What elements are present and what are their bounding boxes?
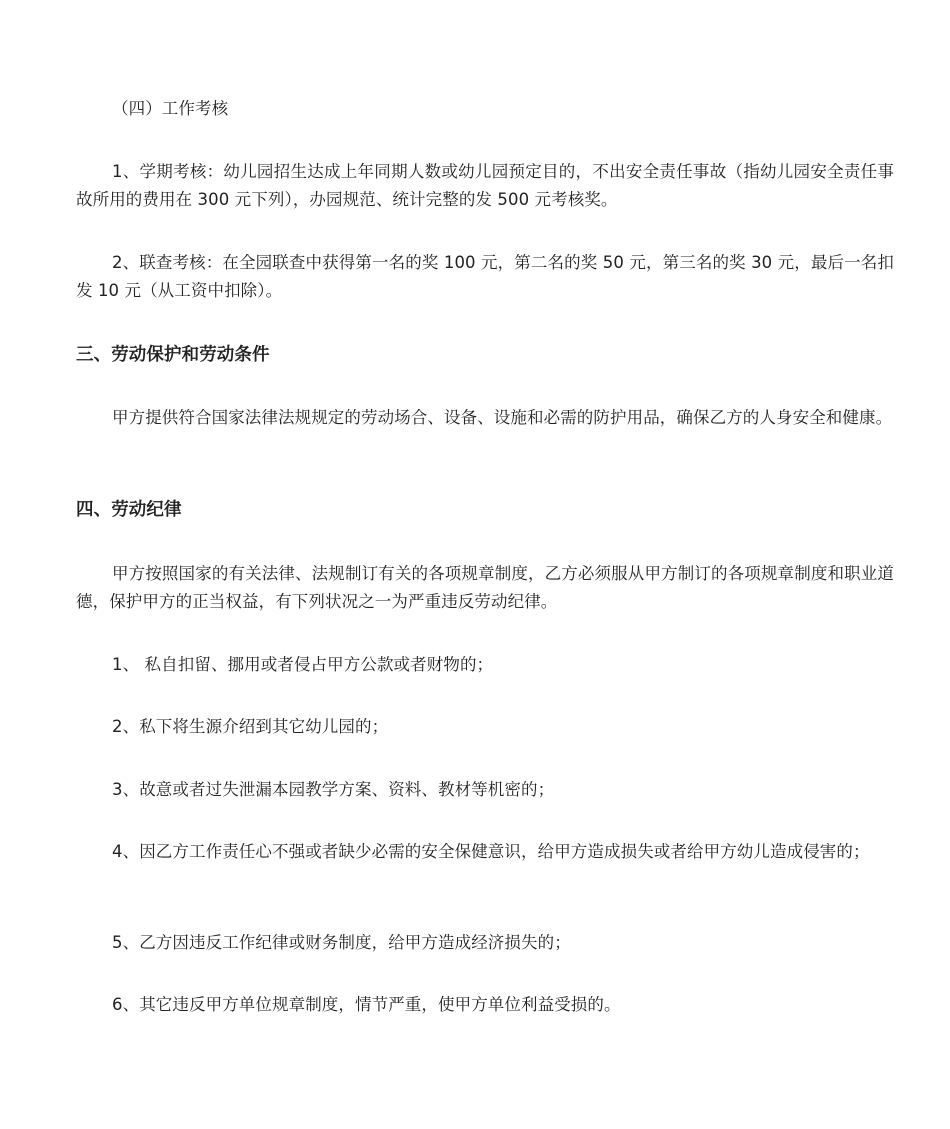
section-heading-labor-discipline: 四、劳动纪律 bbox=[76, 500, 182, 520]
paragraph-labor-protection: 甲方提供符合国家法律法规规定的劳动场合、设备、设施和必需的防护用品，确保乙方的人身安全和健康。 bbox=[112, 408, 893, 427]
paragraph-semester-assessment: 1、学期考核：幼儿园招生达成上年同期人数或幼儿园预定目的，不出安全责任事故（指幼儿园安全责任事故所用的费用在 300 元下列），办园规范、统计完整的发 500 元考核奖。 bbox=[76, 162, 894, 209]
subsection-heading-work-assessment: （四）工作考核 bbox=[112, 99, 229, 118]
list-item-1: 1、 私自扣留、挪用或者侵占甲方公款或者财物的； bbox=[112, 655, 494, 674]
section-heading-labor-protection: 三、劳动保护和劳动条件 bbox=[76, 345, 270, 365]
paragraph-joint-inspection-assessment: 2、联查考核：在全园联查中获得第一名的奖 100 元，第二名的奖 50 元，第三名的奖 30 元，最后一名扣发 10 元（从工资中扣除）。 bbox=[76, 253, 894, 300]
list-item-6: 6、其它违反甲方单位规章制度，情节严重，使甲方单位利益受损的。 bbox=[112, 995, 621, 1014]
paragraph-labor-discipline: 甲方按照国家的有关法律、法规制订有关的各项规章制度，乙方必须服从甲方制订的各项规章制度和职业道德，保护甲方的正当权益，有下列状况之一为严重违反劳动纪律。 bbox=[76, 564, 894, 611]
list-item-5: 5、乙方因违反工作纪律或财务制度，给甲方造成经济损失的； bbox=[112, 933, 571, 952]
list-item-4: 4、因乙方工作责任心不强或者缺少必需的安全保健意识，给甲方造成损失或者给甲方幼儿造成侵害的； bbox=[112, 842, 870, 861]
list-item-3: 3、故意或者过失泄漏本园教学方案、资料、教材等机密的； bbox=[112, 780, 555, 799]
list-item-2: 2、私下将生源介绍到其它幼儿园的； bbox=[112, 717, 389, 736]
